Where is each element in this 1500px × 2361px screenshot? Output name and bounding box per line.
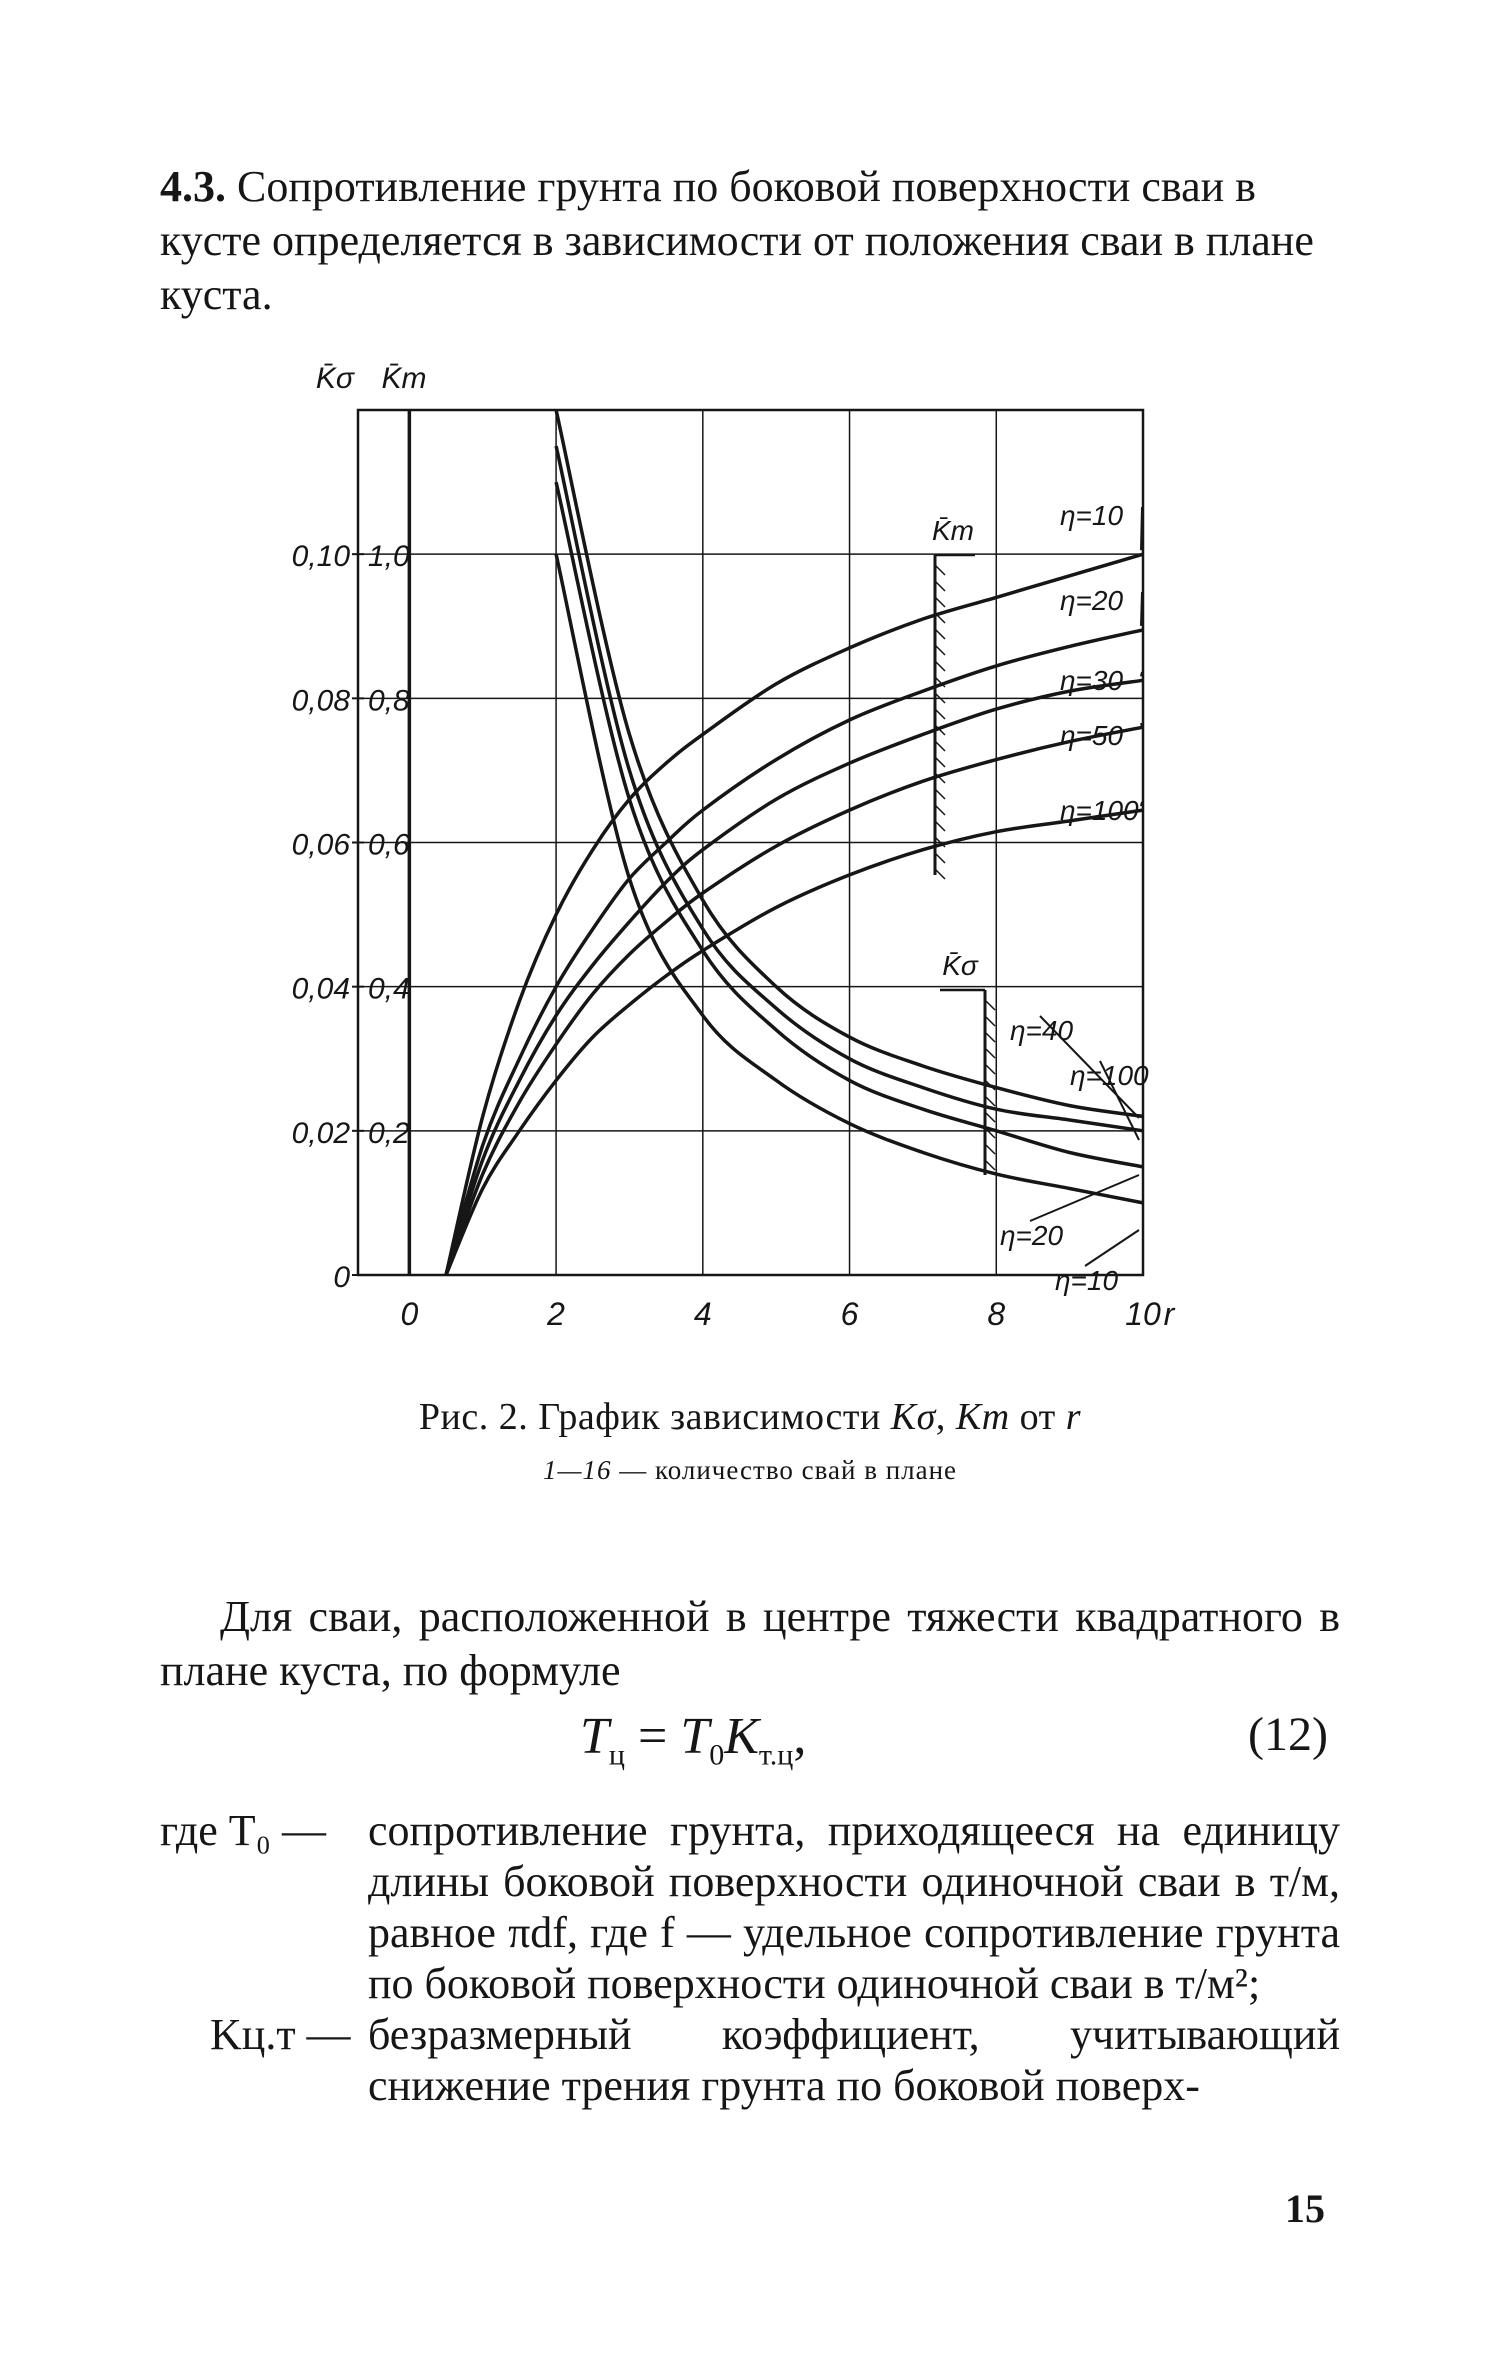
formula-t: T [680,1708,710,1765]
def-term: Kц.т — [210,2010,351,2059]
formula-lhs-sub: ц [608,1738,625,1772]
y-left-tick-label: 0,06 [291,828,350,862]
y-left-tick-label: 0,04 [291,972,350,1006]
formula-t-sub: 0 [709,1738,725,1772]
formula-12 [580,1707,806,1772]
series-label-kt: η=10 [1060,500,1124,531]
x-axis-label: r [1163,1296,1175,1332]
series-label-kt: η=100 [1060,795,1139,826]
series-label-kt: η=30 [1060,665,1124,696]
y-left-tick-label: 0,08 [291,684,350,718]
caption-suffix: от [1009,1396,1066,1438]
caption-k-t: Kт [955,1396,1010,1438]
x-tick-label: 8 [987,1296,1006,1332]
y-left-tick-label: 0,10 [291,540,350,574]
x-tick-label: 4 [693,1296,712,1332]
subcaption-text: — количество свай в плане [611,1455,958,1485]
def-term: где T₀ — [160,1806,326,1855]
series-label-kt: η=20 [1060,585,1124,616]
y-right-tick-label: 0,8 [368,684,410,718]
section-number: 4.3. [160,162,226,211]
chart-ticks [292,362,1176,1332]
series-label-kt: η=50 [1060,720,1124,751]
leader-line [1141,723,1142,727]
definition-kct [160,2009,1340,2111]
body-paragraph: Для сваи, расположенной в центре тяжести квадратного в плане куста, по формуле [160,1592,1340,1695]
x-tick-label: 10 [1125,1296,1161,1332]
figure-subcaption [0,1455,1500,1486]
page-number: 15 [1285,2186,1325,2231]
caption-k-sigma: Kσ [890,1396,936,1438]
leader-line [1085,1230,1139,1266]
curve-kt [446,630,1143,1275]
equation-number: (12) [1248,1708,1328,1761]
group-label-kt: K̄т [932,515,974,546]
caption-prefix: Рис. 2. График зависимости [418,1396,891,1438]
y-right-axis-label: K̄т [381,362,427,395]
caption-r: r [1065,1396,1082,1438]
subcaption-range: 1—16 [542,1455,612,1485]
figure-caption [0,1395,1500,1439]
y-right-tick-label: 0,6 [368,828,410,862]
leader-line [1141,672,1142,676]
caption-sep: , [935,1396,956,1438]
y-right-tick-label: 0,4 [368,972,410,1006]
def-text: сопротивление грунта, приходящееся на единицу длины боковой поверхности одиночной сваи в т/м, равное πdf, где f — удельное сопротивление грунта по боковой поверхности одиночной сваи в т/м²; [368,1806,1340,2008]
y-right-tick-label: 1,0 [368,540,410,574]
series-label-ksigma: η=40 [1010,1015,1074,1046]
x-tick-label: 0 [400,1296,419,1332]
y-right-tick-label: 0,2 [368,1116,410,1150]
curve-kt [446,680,1143,1275]
y-left-axis-label: K̄σ [315,362,354,395]
definitions [160,1805,1340,2111]
y-left-tick-label: 0 [333,1261,350,1294]
chart-labels [932,500,1149,1296]
series-label-ksigma: η=20 [1000,1220,1064,1251]
def-text: безразмерный коэффициент, учитывающий снижение трения грунта по боковой поверх- [368,2010,1340,2110]
formula-k: K [724,1708,759,1765]
formula-eq: = [624,1708,681,1765]
x-tick-label: 2 [547,1296,565,1332]
x-tick-label: 6 [840,1296,859,1332]
formula-lhs: T [580,1708,609,1765]
curve-kt [446,554,1143,1275]
leader-line [1141,802,1142,806]
leader-line [1141,592,1142,626]
formula-comma: , [793,1708,807,1765]
y-left-tick-label: 0,02 [291,1116,350,1150]
series-label-ksigma: η=10 [1055,1265,1119,1296]
formula-k-sub: т.ц [758,1738,794,1772]
intro-text: Сопротивление грунта по боковой поверхности сваи в кусте определяется в зависимости от положения сваи в плане куста. [160,162,1314,319]
definition-t0 [160,1805,1340,2009]
leader-line [1141,507,1142,550]
group-label-ksigma: K̄σ [942,950,978,981]
series-label-ksigma: η=100 [1070,1060,1149,1091]
